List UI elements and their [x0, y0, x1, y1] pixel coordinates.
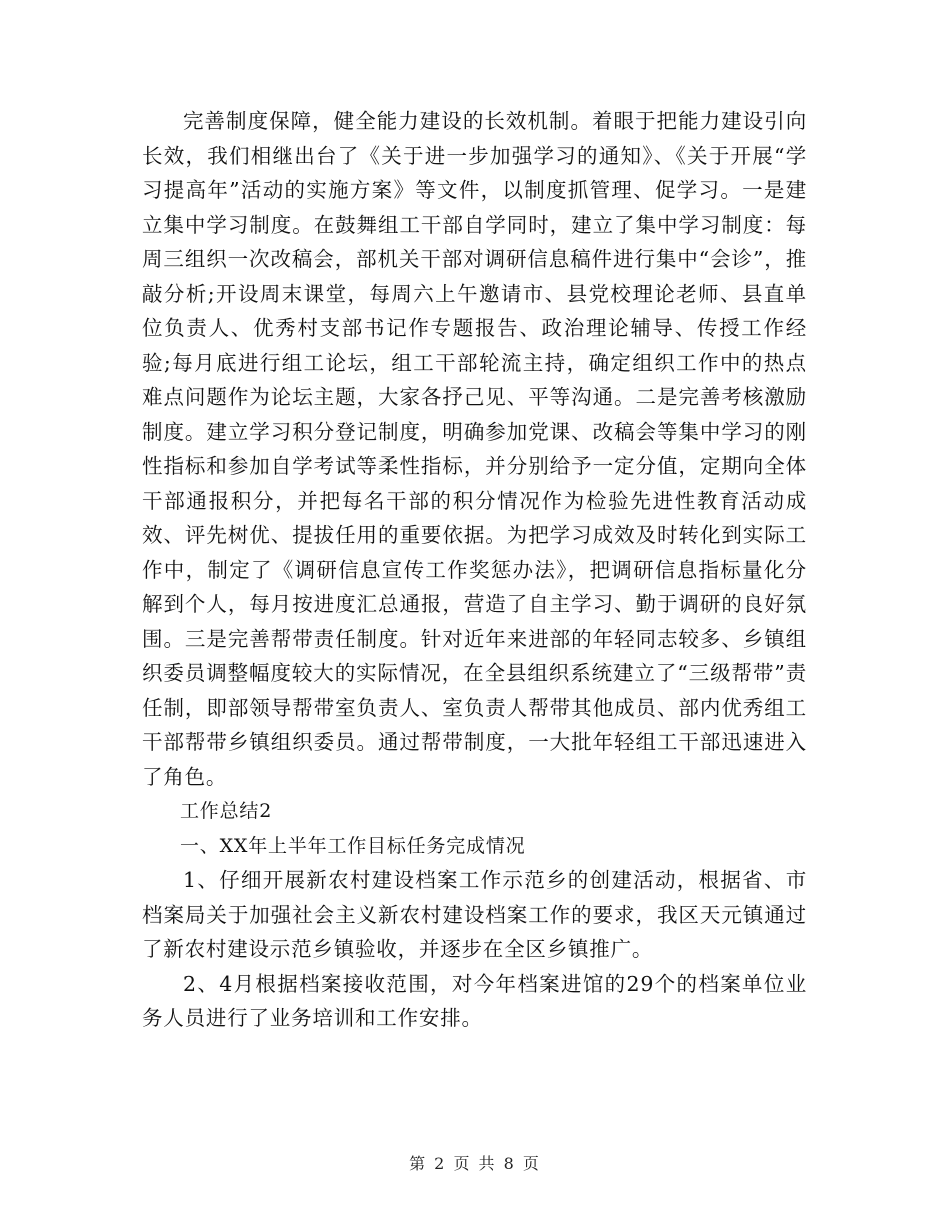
paragraph-institution-building: 完善制度保障，健全能力建设的长效机制。着眼于把能力建设引向长效，我们相继出台了《关于进一步加强学习的通知》、《关于开展“学习提高年”活动的实施方案》等文件，以制度抓管理、促学习。一是建立集中学习制度。在鼓舞组工干部自学同时，建立了集中学习制度：每周三组织一次改稿会，部机关干部对调研信息稿件进行集中“会诊”，推敲分析;开设周末课堂，每周六上午邀请市、县党校理论老师、县直单位负责人、优秀村支部书记作专题报告、政治理论辅导、传授工作经验;每月底进行组工论坛，组工干部轮流主持，确定组织工作中的热点难点问题作为论坛主题，大家各抒己见、平等沟通。二是完善考核激励制度。建立学习积分登记制度，明确参加党课、改稿会等集中学习的刚性指标和参加自学考试等柔性指标，并分别给予一定分值，定期向全体干部通报积分，并把每名干部的积分情况作为检验先进性教育活动成效、评先树优、提拔任用的重要依据。为把学习成效及时转化到实际工作中，制定了《调研信息宣传工作奖惩办法》，把调研信息指标量化分解到个人，每月按进度汇总通报，营造了自主学习、勤于调研的良好氛围。三是完善帮带责任制度。针对近年来进部的年轻同志较多、乡镇组织委员调整幅度较大的实际情况，在全县组织系统建立了“三级帮带”责任制，即部领导帮带室负责人、室负责人帮带其他成员、部内优秀组工干部帮带乡镇组织委员。通过帮带制度，一大批年轻组工干部迅速进入了角色。 — [142, 109, 807, 789]
list-item-1: 1、仔细开展新农村建设档案工作示范乡的创建活动，根据省、市档案局关于加强社会主义新农村建设档案工作的要求，我区天元镇通过了新农村建设示范乡镇验收，并逐步在全区乡镇推广。 — [142, 868, 807, 961]
subsection-title: 一、XX年上半年工作目标任务完成情况 — [180, 834, 526, 857]
section-title: 工作总结2 — [180, 800, 273, 822]
list-item-2: 2、4月根据档案接收范围，对今年档案进馆的29个的档案单位业务人员进行了业务培训和工作安排。 — [142, 971, 807, 1030]
page-footer: 第 2 页 共 8 页 — [409, 1154, 541, 1173]
document-body — [142, 104, 807, 1036]
